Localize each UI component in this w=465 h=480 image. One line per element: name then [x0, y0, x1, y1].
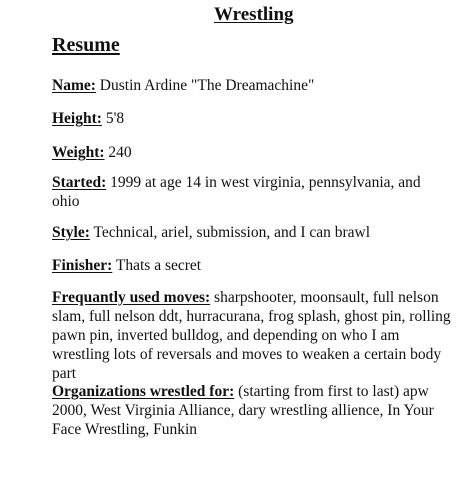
field-style-value: Technical, ariel, submission, and I can brawl — [93, 224, 371, 241]
field-height-label: Height: — [52, 110, 102, 127]
field-style-label: Style: — [52, 224, 90, 241]
field-name-value: Dustin Ardine "The Dreamachine" — [99, 77, 315, 94]
field-moves-value: sharpshooter, moonsault, full nelson slam, full nelson ddt, hurracurana, frog splash, ghost pin, rolling pawn pin, inverted bulldog, and depending on who I am wrestling lots of reversals and moves to weaken a certain body part — [52, 289, 451, 382]
document-heading: Resume — [52, 34, 120, 56]
field-moves — [52, 288, 452, 383]
field-moves-label: Frequantly used moves: — [52, 289, 211, 306]
field-started-value: 1999 at age 14 in west virginia, pennsylvania, and ohio — [52, 174, 421, 210]
document-title: Wrestling — [214, 4, 294, 25]
field-style — [52, 223, 452, 242]
field-name-label: Name: — [52, 77, 96, 94]
field-finisher — [52, 256, 452, 275]
field-started — [52, 173, 452, 211]
field-organizations-label: Organizations wrestled for: — [52, 383, 235, 400]
field-started-label: Started: — [52, 174, 107, 191]
field-organizations-value: (starting from first to last) apw 2000, West Virginia Alliance, dary wrestling allience, In Your Face Wrestling, Funkin — [52, 383, 434, 438]
field-height-value: 5'8 — [105, 110, 125, 127]
field-weight-value: 240 — [108, 144, 132, 161]
field-finisher-value: Thats a secret — [115, 257, 202, 274]
field-weight — [52, 143, 452, 162]
field-organizations — [52, 382, 452, 439]
field-weight-label: Weight: — [52, 144, 105, 161]
field-finisher-label: Finisher: — [52, 257, 113, 274]
field-name — [52, 76, 452, 95]
field-height — [52, 109, 452, 128]
